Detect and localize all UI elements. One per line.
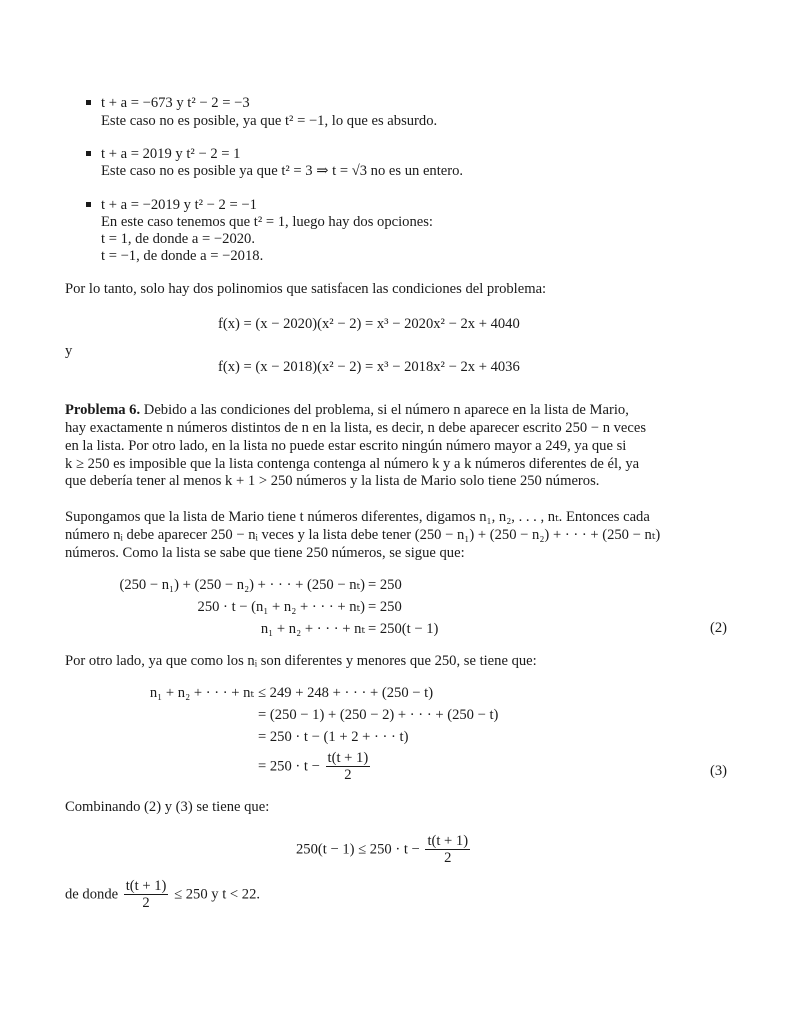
equation-lhs: 250(t − 1) ≤ 250 · t − [296, 841, 420, 858]
fraction-denominator: 2 [444, 850, 452, 866]
fraction [326, 750, 371, 783]
case-text: Este caso no es posible ya que t² = 3 ⇒ t = √3 no es un entero. [101, 163, 464, 179]
problem6-line [65, 401, 629, 419]
case-text: t = −1, de donde a = −2018. [101, 248, 264, 264]
fraction-numerator: t(t + 1) [125, 878, 167, 894]
paragraph-text: k ≥ 250 es imposible que la lista contenga contenga al número k y a k números diferentes de él, ya [65, 456, 640, 472]
conclusion-text: Por lo tanto, solo hay dos polinomios que satisfacen las condiciones del problema: [65, 281, 547, 297]
polynomial-2: f(x) = (x − 2018)(x² − 2) = x³ − 2018x² − 2x + 4036 [218, 359, 520, 375]
fraction-numerator: t(t + 1) [327, 750, 369, 766]
bullet-marker [86, 100, 91, 105]
equation-rhs: = 250 [368, 599, 402, 615]
paragraph-text: Debido a las condiciones del problema, si el número n aparece en la lista de Mario, [143, 402, 629, 418]
fraction [124, 878, 169, 911]
fraction-numerator: t(t + 1) [427, 833, 469, 849]
equation-rhs-fraction [258, 750, 372, 783]
paragraph-text: Combinando (2) y (3) se tiene que: [65, 799, 270, 815]
case-text: t = 1, de donde a = −2020. [101, 231, 255, 247]
equation-lhs: n₁ + n₂ + · · · + nₜ [260, 621, 365, 637]
bullet-marker [86, 151, 91, 156]
equation-rhs: = 250 · t − (1 + 2 + · · · t) [258, 729, 409, 745]
final-suffix: ≤ 250 y t < 22. [174, 886, 261, 903]
paragraph-text: Supongamos que la lista de Mario tiene t números diferentes, digamos n₁, n₂, . . . , nₜ. Entonces cada [65, 509, 650, 525]
equation-number: (3) [709, 763, 727, 779]
case-condition: t + a = 2019 y t² − 2 = 1 [101, 146, 241, 162]
paragraph-text: número nᵢ debe aparecer 250 − nᵢ veces y la lista debe tener (250 − n₁) + (250 − n₂) + · · · + (250 − nₜ) [65, 527, 661, 543]
equation-rhs: = (250 − 1) + (250 − 2) + · · · + (250 − t) [258, 707, 499, 723]
case-text: En este caso tenemos que t² = 1, luego hay dos opciones: [101, 214, 433, 230]
equation-lhs: n₁ + n₂ + · · · + nₜ [149, 685, 254, 701]
paragraph-text: en la lista. Por otro lado, en la lista no puede estar escrito ningún número mayor a 249, ya que si [65, 438, 627, 454]
problem-heading: Problema 6. [65, 402, 141, 418]
equation-rhs: = 250(t − 1) [368, 621, 439, 637]
case-condition: t + a = −2019 y t² − 2 = −1 [101, 197, 257, 213]
final-line [65, 878, 260, 911]
equation-number: (2) [709, 620, 727, 636]
fraction-denominator: 2 [142, 895, 150, 911]
fraction-denominator: 2 [344, 767, 352, 783]
equation-rhs: = 250 [368, 577, 402, 593]
paragraph-text: números. Como la lista se sabe que tiene 250 números, se sigue que: [65, 545, 465, 561]
equation-lhs: 250 · t − (n₁ + n₂ + · · · + nₜ) [197, 599, 365, 615]
final-prefix: de donde [65, 886, 119, 903]
equation-rhs: = 250 · t − [258, 758, 320, 775]
equation-rhs: ≤ 249 + 248 + · · · + (250 − t) [258, 685, 434, 701]
paragraph-text: hay exactamente n números distintos de n en la lista, es decir, n debe aparecer escrito 250 − n veces [65, 420, 647, 436]
bullet-marker [86, 202, 91, 207]
equation-lhs: (250 − n₁) + (250 − n₂) + · · · + (250 − nₜ) [119, 577, 365, 593]
fraction [425, 833, 470, 866]
paragraph-text: Por otro lado, ya que como los nᵢ son diferentes y menores que 250, se tiene que: [65, 653, 537, 669]
paragraph-text: que debería tener al menos k + 1 > 250 números y la lista de Mario solo tiene 250 números. [65, 473, 600, 489]
case-condition: t + a = −673 y t² − 2 = −3 [101, 95, 250, 111]
case-text: Este caso no es posible, ya que t² = −1, lo que es absurdo. [101, 113, 438, 129]
polynomial-1: f(x) = (x − 2020)(x² − 2) = x³ − 2020x² − 2x + 4040 [218, 316, 520, 332]
equation-combined [296, 833, 472, 866]
connector-text: y [65, 343, 73, 359]
